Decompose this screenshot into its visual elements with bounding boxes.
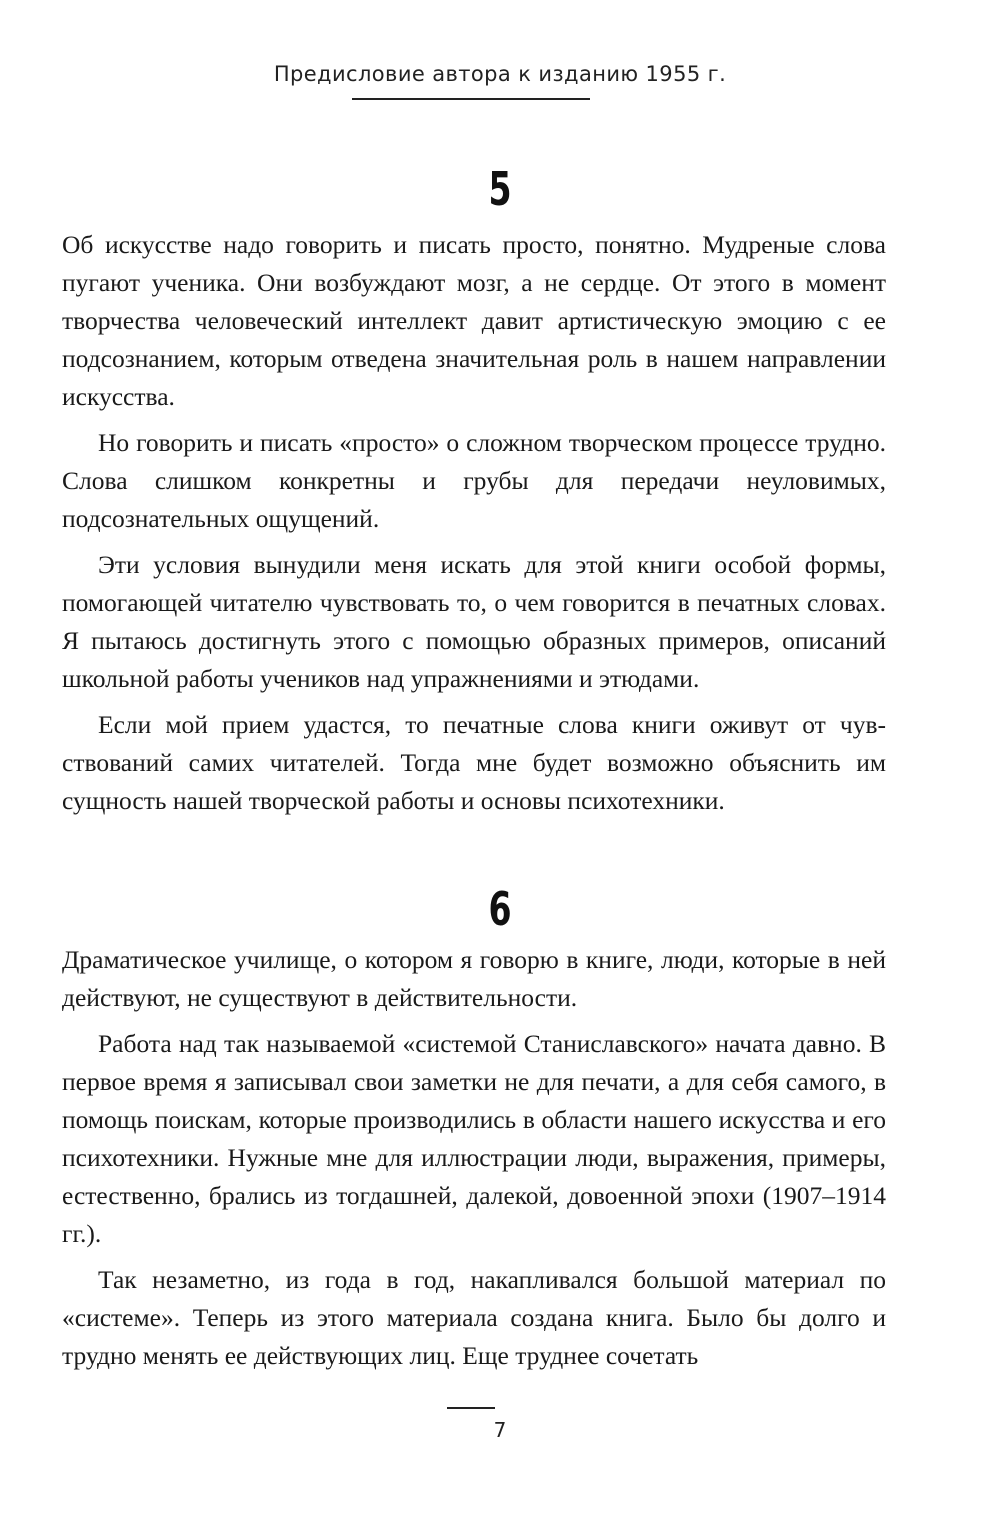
section-body bbox=[62, 226, 886, 828]
section-number: 5 bbox=[488, 162, 512, 216]
running-head: Предисловие автора к изданию 1955 г. bbox=[273, 62, 727, 86]
section-body bbox=[62, 941, 886, 1383]
paragraph: Об искусстве надо говорить и писать просто, понятно. Мудреные слова пугают ученика. Они возбуждают мозг, а не сердце. От этого в момент творчества человеческий интеллект давит артистическую эмоцию с ее подсознанием, которым отведена значительная роль в нашем направлении искусства. bbox=[62, 230, 886, 411]
paragraph: Эти условия вынудили меня искать для этой книги особой формы, помогающей читателю чувствовать то, о чем говорится в печатных словах. Я пытаюсь достигнуть этого с помощью образных примеров, описаний школьной работы учеников над упражнениями и этюдами. bbox=[62, 550, 886, 693]
paragraph: Работа над так называемой «системой Станиславского» начата давно. В первое время я записывал свои заметки не для печати, а для себя самого, в помощь поискам, которые производились в области нашего искусства и его психотехники. Нужные мне для иллюстрации люди, выражения, примеры, естественно, брались из тогдашней, далекой, довоенной эпохи (1907–1914 гг.). bbox=[62, 1029, 886, 1248]
paragraph: Драматическое училище, о котором я говорю в книге, люди, которые в ней действуют, не существуют в действительности. bbox=[62, 945, 886, 1012]
paragraph: Так незаметно, из года в год, накапливался большой материал по «системе». Теперь из этого материала создана книга. Было бы долго и трудно менять ее действующих лиц. Еще труднее сочетать bbox=[62, 1265, 886, 1370]
running-head-rule bbox=[352, 98, 590, 100]
footer-rule bbox=[447, 1407, 495, 1409]
paragraph: Если мой прием удастся, то печатные слова книги оживут от чувствований самих читателей. Тогда мне будет возможно объяснить им сущность нашей творческой работы и основы психотехники. bbox=[62, 710, 886, 815]
section-number: 6 bbox=[488, 882, 512, 936]
page-number: 7 bbox=[493, 1418, 507, 1442]
paragraph: Но говорить и писать «просто» о сложном творческом процессе трудно. Слова слишком конкретны и грубы для передачи неуловимых, подсознательных ощущений. bbox=[62, 428, 886, 533]
